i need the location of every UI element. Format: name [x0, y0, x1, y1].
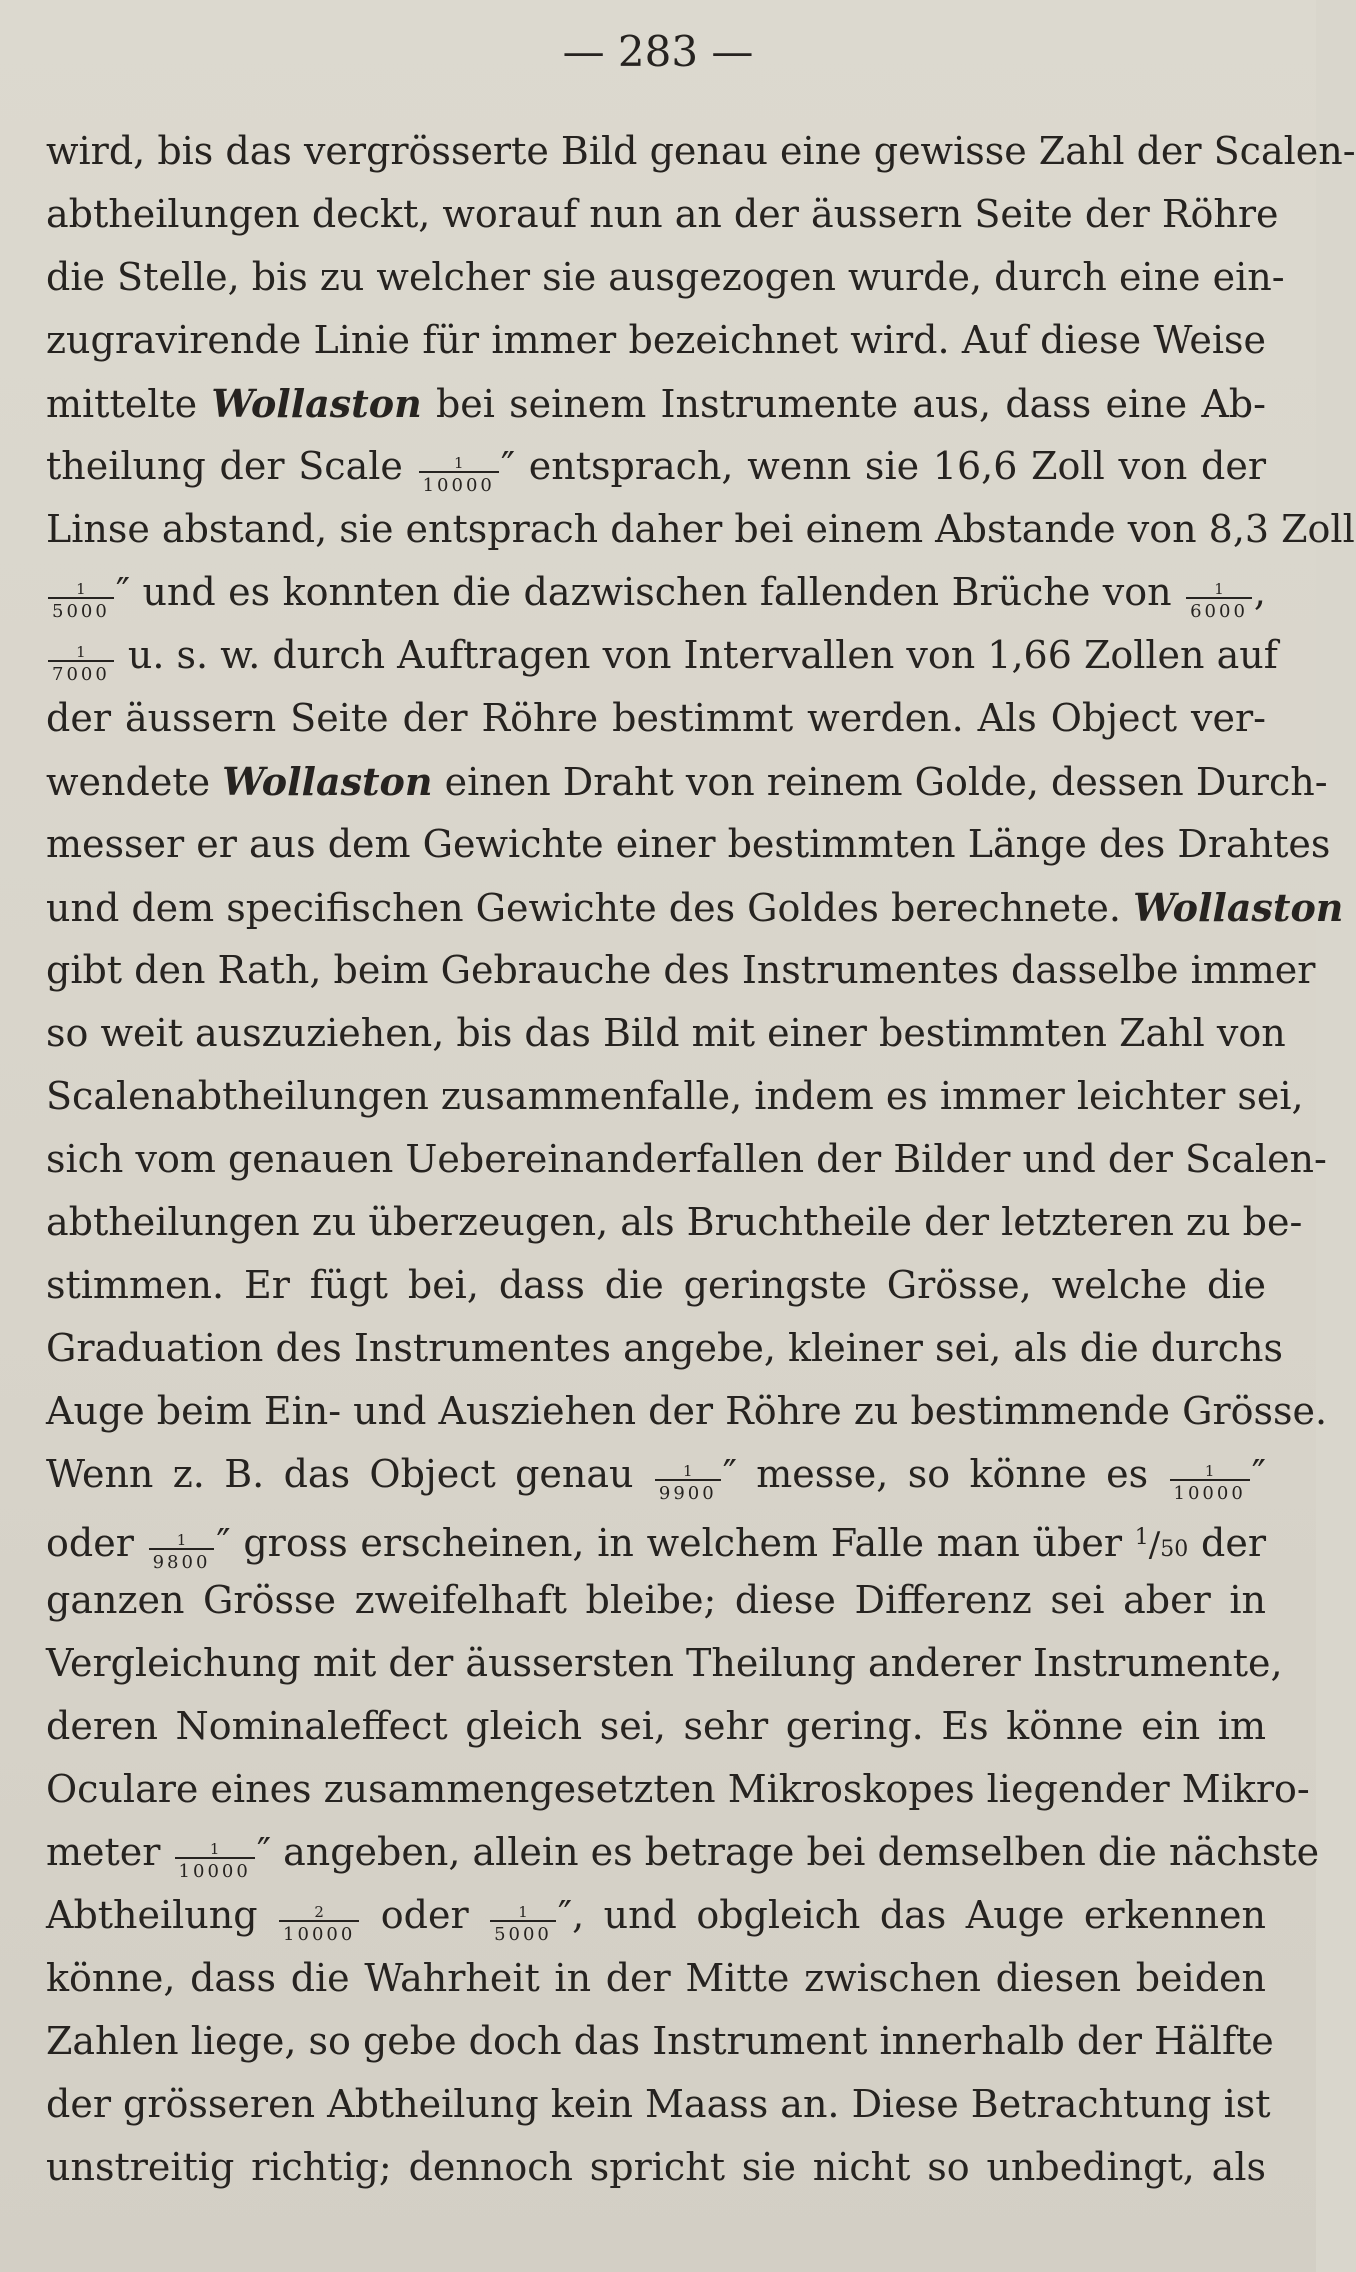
- line-text: der: [1201, 1521, 1266, 1565]
- line-text: mittelte: [46, 382, 198, 426]
- text-line-30: [46, 1947, 1266, 2010]
- fraction-1-9800: [149, 1533, 215, 1572]
- text-line-25: [46, 1632, 1283, 1695]
- text-line-2: [46, 183, 1279, 246]
- line-text: ″: [1251, 1452, 1266, 1496]
- body-text: [46, 120, 1356, 2199]
- line-text: ″ und es konnten die dazwischen fallenden Brüche von: [115, 570, 1172, 614]
- text-line-23: [46, 1506, 1266, 1573]
- text-line-16: [46, 1065, 1304, 1128]
- page-number: — 283 —: [562, 27, 754, 76]
- line-text: ″ entsprach, wenn sie 16,6 Zoll von der: [500, 444, 1266, 488]
- fraction-denominator: 9800: [152, 1552, 211, 1573]
- line-text: Scalenabtheilungen zusammenfalle, indem es immer leichter sei,: [46, 1074, 1304, 1118]
- line-text: zugravirende Linie für immer bezeichnet wird. Auf diese Weise: [46, 318, 1266, 362]
- fraction-denominator: 6000: [1190, 601, 1248, 622]
- fraction-numerator: 1: [149, 1533, 215, 1550]
- fraction-1-10000: [175, 1842, 255, 1881]
- line-text: bei seinem Instrumente aus, dass eine Ab-: [435, 382, 1266, 426]
- text-line-7: [46, 498, 1355, 561]
- text-line-29: [46, 1884, 1266, 1947]
- text-line-5: [46, 372, 1266, 435]
- fraction-numerator: 1: [655, 1464, 721, 1481]
- fraction-2-10000: [279, 1905, 359, 1944]
- fraction-numerator: 1: [419, 456, 499, 473]
- text-line-27: [46, 1758, 1310, 1821]
- fraction-slash: /: [1148, 1525, 1161, 1565]
- line-text: oder: [380, 1893, 469, 1937]
- line-text: wendete: [46, 760, 211, 804]
- line-text: ″ angeben, allein es betrage bei demselben die nächste: [256, 1830, 1320, 1874]
- text-line-20: [46, 1317, 1284, 1380]
- text-line-4: [46, 309, 1266, 372]
- line-text: meter: [46, 1830, 161, 1874]
- line-text: messer er aus dem Gewichte einer bestimmten Länge des Drahtes: [46, 822, 1331, 866]
- text-line-6: [46, 435, 1266, 498]
- line-text: abtheilungen zu überzeugen, als Bruchtheile der letzteren zu be-: [46, 1200, 1303, 1244]
- fraction-numerator: 2: [279, 1905, 359, 1922]
- line-text: u. s. w. durch Auftragen von Intervallen von 1,66 Zollen auf: [127, 633, 1278, 677]
- text-line-31: [46, 2010, 1274, 2073]
- line-text: wird, bis das vergrösserte Bild genau eine gewisse Zahl der Scalen-: [46, 129, 1356, 173]
- line-text: theilung der Scale: [46, 444, 403, 488]
- line-text: sich vom genauen Uebereinanderfallen der Bilder und der Scalen-: [46, 1137, 1327, 1181]
- text-line-3: [46, 246, 1285, 309]
- fraction-denominator: 5000: [494, 1924, 552, 1945]
- fraction-numerator: 1: [48, 582, 114, 599]
- line-text: der äussern Seite der Röhre bestimmt werden. Als Object ver-: [46, 696, 1266, 740]
- text-line-10: [46, 687, 1266, 750]
- line-text: Zahlen liege, so gebe doch das Instrument innerhalb der Hälfte: [46, 2019, 1274, 2063]
- fraction-numerator: 1: [490, 1905, 556, 1922]
- fraction-denominator: 10000: [422, 475, 495, 496]
- text-line-24: [46, 1569, 1266, 1632]
- fraction-numerator: 1: [48, 645, 114, 662]
- fraction-numerator: 1: [1134, 1525, 1149, 1550]
- author-name: Wollaston: [211, 381, 422, 426]
- line-text: ″ gross erscheinen, in welchem Falle man über: [216, 1521, 1123, 1565]
- line-text: die Stelle, bis zu welcher sie ausgezogen wurde, durch eine ein-: [46, 255, 1285, 299]
- fraction-denominator: 10000: [178, 1861, 251, 1882]
- line-text: stimmen. Er fügt bei, dass die geringste Grösse, welche die: [46, 1263, 1266, 1307]
- fraction-1-10000: [419, 456, 499, 495]
- fraction-1-50: [1135, 1525, 1188, 1565]
- fraction-1-6000: [1186, 582, 1252, 621]
- fraction-1-9900: [655, 1464, 721, 1503]
- line-text: Linse abstand, sie entsprach daher bei einem Abstande von 8,3 Zoll: [46, 507, 1355, 551]
- fraction-denominator: 10000: [1173, 1483, 1246, 1504]
- line-text: einen Draht von reinem Golde, dessen Durch-: [444, 760, 1328, 804]
- line-text: Graduation des Instrumentes angebe, kleiner sei, als die durchs: [46, 1326, 1284, 1370]
- line-text: Wenn z. B. das Object genau: [46, 1452, 634, 1496]
- text-line-11: [46, 750, 1328, 813]
- line-text: so weit auszuziehen, bis das Bild mit einer bestimmten Zahl von: [46, 1011, 1286, 1055]
- text-line-28: [46, 1821, 1320, 1884]
- text-line-32: [46, 2073, 1271, 2136]
- author-name: Wollaston: [1133, 885, 1344, 930]
- text-line-19: [46, 1254, 1266, 1317]
- fraction-denominator: 5000: [52, 601, 110, 622]
- fraction-numerator: 1: [1170, 1464, 1250, 1481]
- line-text: oder: [46, 1521, 134, 1565]
- fraction-denominator: 7000: [52, 664, 110, 685]
- text-line-9: [46, 624, 1278, 687]
- fraction-denominator: 9900: [658, 1483, 717, 1504]
- fraction-denominator: 10000: [283, 1924, 356, 1945]
- line-text: der grösseren Abtheilung kein Maass an. Diese Betrachtung ist: [46, 2082, 1271, 2126]
- text-line-18: [46, 1191, 1303, 1254]
- fraction-1-5000: [490, 1905, 556, 1944]
- line-text: Abtheilung: [46, 1893, 258, 1937]
- text-line-13: [46, 876, 1344, 939]
- author-name: Wollaston: [222, 759, 433, 804]
- text-line-21: [46, 1380, 1328, 1443]
- fraction-numerator: 1: [1186, 582, 1252, 599]
- line-text: deren Nominaleffect gleich sei, sehr gering. Es könne ein im: [46, 1704, 1266, 1748]
- line-text: ganzen Grösse zweifelhaft bleibe; diese Differenz sei aber in: [46, 1578, 1266, 1622]
- line-text: unstreitig richtig; dennoch spricht sie nicht so unbedingt, als: [46, 2145, 1266, 2189]
- line-text: ″, und obgleich das Auge erkennen: [557, 1893, 1266, 1937]
- fraction-1-5000: [48, 582, 114, 621]
- line-text: Vergleichung mit der äussersten Theilung anderer Instrumente,: [46, 1641, 1283, 1685]
- line-text: Oculare eines zusammengesetzten Mikroskopes liegender Mikro-: [46, 1767, 1310, 1811]
- text-line-26: [46, 1695, 1266, 1758]
- text-line-15: [46, 1002, 1286, 1065]
- text-line-14: [46, 939, 1316, 1002]
- line-text: abtheilungen deckt, worauf nun an der äussern Seite der Röhre: [46, 192, 1279, 236]
- text-line-33: [46, 2136, 1266, 2199]
- text-line-12: [46, 813, 1331, 876]
- fraction-1-7000: [48, 645, 114, 684]
- text-line-8: [46, 561, 1266, 624]
- fraction-denominator: 50: [1160, 1537, 1189, 1562]
- line-text: und dem specifischen Gewichte des Goldes berechnete.: [46, 886, 1121, 930]
- fraction-1-10000: [1170, 1464, 1250, 1503]
- line-text: Auge beim Ein- und Ausziehen der Röhre zu bestimmende Grösse.: [46, 1389, 1328, 1433]
- line-text: ″ messe, so könne es: [722, 1452, 1149, 1496]
- text-line-22: [46, 1443, 1266, 1506]
- fraction-numerator: 1: [175, 1842, 255, 1859]
- line-text: könne, dass die Wahrheit in der Mitte zwischen diesen beiden: [46, 1956, 1266, 2000]
- line-text: gibt den Rath, beim Gebrauche des Instrumentes dasselbe immer: [46, 948, 1316, 992]
- text-line-17: [46, 1128, 1327, 1191]
- text-line-1: [46, 120, 1356, 183]
- line-text: ,: [1253, 570, 1266, 614]
